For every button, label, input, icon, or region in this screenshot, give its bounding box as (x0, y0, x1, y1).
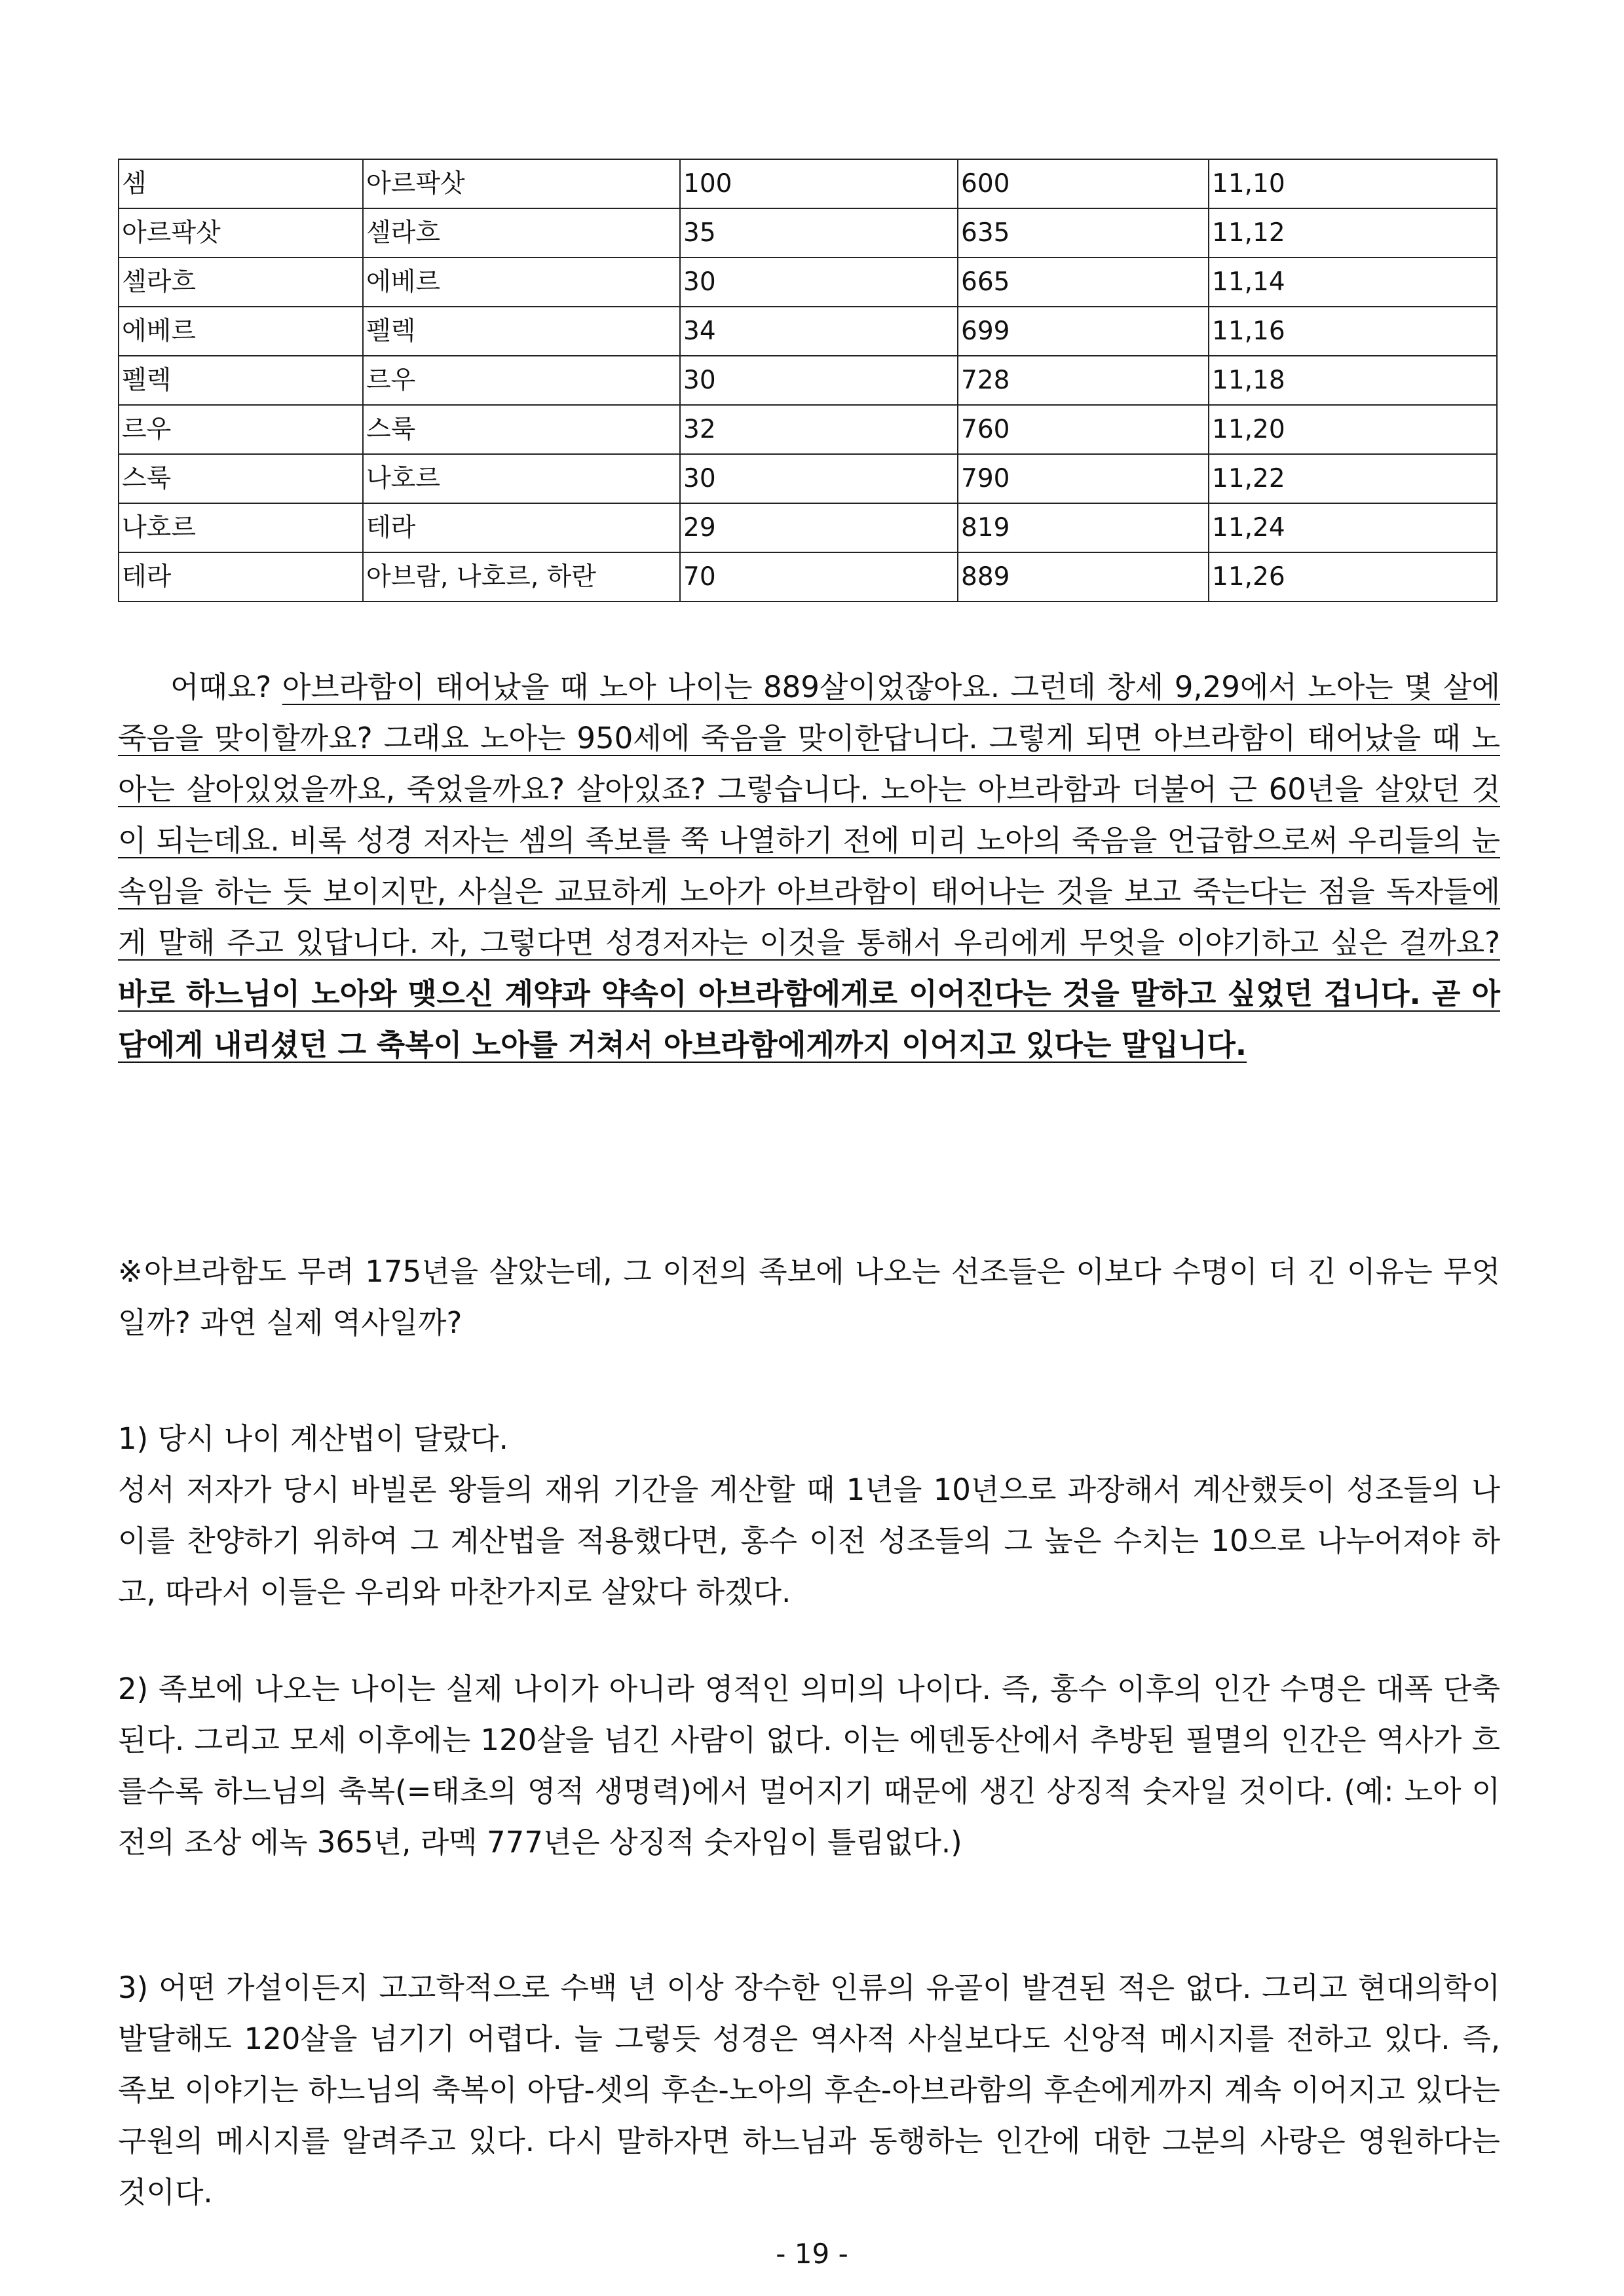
table-row (119, 552, 1497, 602)
table-cell: 셀라흐 (119, 258, 363, 307)
table-cell: 에베르 (119, 307, 363, 356)
point-2-body: 2) 족보에 나오는 나이는 실제 나이가 아니라 영적인 의미의 나이다. 즉, 홍수 이후의 인간 수명은 대폭 단축된다. 그리고 모세 이후에는 120살을 넘긴 사람이 없다. 이는 에덴동산에서 추방된 필멸의 인간은 역사가 흐를수록 하느님의 축복(=태초의 영적 생명력)에서 멀어지기 때문에 생긴 상징적 숫자일 것이다. (예: 노아 이전의 조상 에녹 365년, 라멕 777년은 상징적 숫자임이 틀림없다.) (118, 1672, 1500, 1860)
table-row (119, 307, 1497, 356)
page-number: - 19 - (776, 2238, 848, 2270)
table-cell: 760 (958, 405, 1209, 454)
table-cell: 100 (680, 159, 958, 208)
point-1-body: 성서 저자가 당시 바빌론 왕들의 재위 기간을 계산할 때 1년을 10년으로 과장해서 계산했듯이 성조들의 나이를 찬양하기 위하여 그 계산법을 적용했다면, 홍수 이전 성조들의 그 높은 수치는 10으로 나누어져야 하고, 따라서 이들은 우리와 마찬가지로 살았다 하겠다. (118, 1472, 1500, 1609)
table-cell: 11,18 (1209, 356, 1497, 405)
table-cell: 665 (958, 258, 1209, 307)
table-row (119, 159, 1497, 208)
table-cell: 르우 (363, 356, 680, 405)
table-cell: 11,26 (1209, 552, 1497, 602)
table-cell: 635 (958, 208, 1209, 258)
table-cell: 에베르 (363, 258, 680, 307)
table-cell: 29 (680, 503, 958, 552)
table-cell: 나호르 (363, 454, 680, 503)
paragraph-underlined-text: 아브라함이 태어났을 때 노아 나이는 889살이었잖아요. 그런데 창세 9,29에서 노아는 몇 살에 죽음을 맞이할까요? 그래요 노아는 950세에 죽음을 맞이한답니다. 그렇게 되면 아브라함이 태어났을 때 노아는 살아있었을까요, 죽었을까요? 살아있죠? 그렇습니다. 노아는 아브라함과 더불어 근 60년을 살았던 것이 되는데요. 비록 성경 저자는 셈의 족보를 쭉 나열하기 전에 미리 노아의 죽음을 언급함으로써 우리들의 눈속임을 하는 듯 보이지만, 사실은 교묘하게 노아가 아브라함이 태어나는 것을 보고 죽는다는 점을 독자들에게 말해 주고 있답니다. 자, 그렇다면 성경저자는 이것을 통해서 우리에게 무엇을 이야기하고 싶은 걸까요? (118, 670, 1500, 960)
table-cell: 11,24 (1209, 503, 1497, 552)
table-cell: 11,14 (1209, 258, 1497, 307)
table-cell: 32 (680, 405, 958, 454)
table-row (119, 356, 1497, 405)
table-cell: 테라 (119, 552, 363, 602)
table-cell: 30 (680, 454, 958, 503)
paragraph-lifespan-question: ※아브라함도 무려 175년을 살았는데, 그 이전의 족보에 나오는 선조들은 이보다 수명이 더 긴 이유는 무엇일까? 과연 실제 역사일까? (118, 1254, 1500, 1340)
point-3-body: 3) 어떤 가설이든지 고고학적으로 수백 년 이상 장수한 인류의 유골이 발견된 적은 없다. 그리고 현대의학이 발달해도 120살을 넘기기 어렵다. 늘 그렇듯 성경은 역사적 사실보다도 신앙적 메시지를 전하고 있다. 즉, 족보 이야기는 하느님의 축복이 아담-셋의 후손-노아의 후손-아브라함의 후손에게까지 계속 이어지고 있다는 구원의 메시지를 알려주고 있다. 다시 말하자면 하느님과 동행하는 인간에 대한 그분의 사랑은 영원하다는 것이다. (118, 1970, 1500, 2210)
table-cell: 728 (958, 356, 1209, 405)
table-cell: 아르팍삿 (119, 208, 363, 258)
table-cell: 펠렉 (119, 356, 363, 405)
table-cell: 11,16 (1209, 307, 1497, 356)
paragraph-noah-abraham (118, 662, 1500, 1071)
table-cell: 펠렉 (363, 307, 680, 356)
table-cell: 나호르 (119, 503, 363, 552)
table-cell: 셈 (119, 159, 363, 208)
table-row (119, 208, 1497, 258)
table-cell: 70 (680, 552, 958, 602)
table-cell: 11,10 (1209, 159, 1497, 208)
table-cell: 아브람, 나호르, 하란 (363, 552, 680, 602)
table-cell: 30 (680, 258, 958, 307)
table-cell: 35 (680, 208, 958, 258)
table-cell: 34 (680, 307, 958, 356)
table-cell: 819 (958, 503, 1209, 552)
table-cell: 30 (680, 356, 958, 405)
table-cell: 790 (958, 454, 1209, 503)
table-cell: 아르팍삿 (363, 159, 680, 208)
table-row (119, 503, 1497, 552)
genealogy-table-body (119, 159, 1497, 602)
table-cell: 889 (958, 552, 1209, 602)
paragraph-lead: 어때요? (170, 670, 282, 704)
table-cell: 셀라흐 (363, 208, 680, 258)
table-row (119, 258, 1497, 307)
table-cell: 11,12 (1209, 208, 1497, 258)
table-cell: 스룩 (119, 454, 363, 503)
table-row (119, 454, 1497, 503)
table-row (119, 405, 1497, 454)
table-cell: 스룩 (363, 405, 680, 454)
paragraph-bold-conclusion: 바로 하느님이 노아와 맺으신 계약과 약속이 아브라함에게로 이어진다는 것을 말하고 싶었던 겁니다. 곧 아담에게 내리셨던 그 축복이 노아를 거쳐서 아브라함에게까지 이어지고 있다는 말입니다. (118, 976, 1500, 1062)
table-cell: 테라 (363, 503, 680, 552)
table-cell: 11,22 (1209, 454, 1497, 503)
table-cell: 르우 (119, 405, 363, 454)
point-1-heading: 1) 당시 나이 계산법이 달랐다. (118, 1421, 508, 1456)
table-cell: 11,20 (1209, 405, 1497, 454)
table-cell: 699 (958, 307, 1209, 356)
table-cell: 600 (958, 159, 1209, 208)
genealogy-table (118, 159, 1498, 602)
